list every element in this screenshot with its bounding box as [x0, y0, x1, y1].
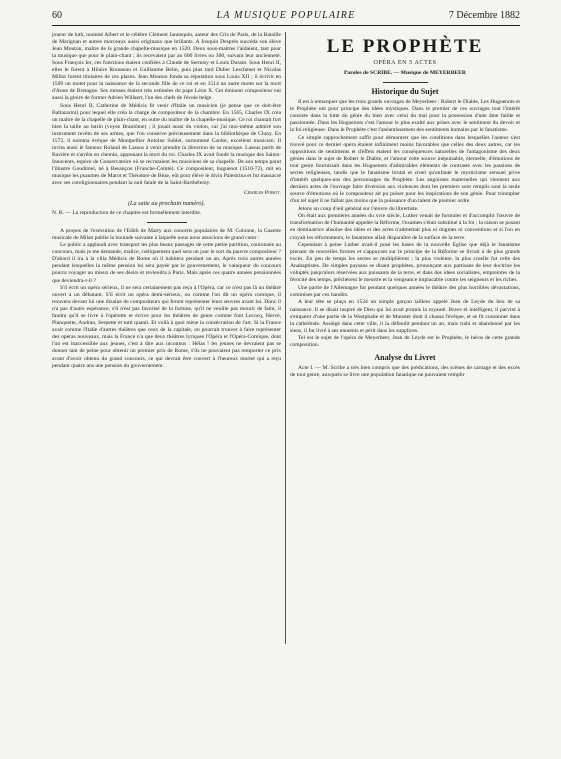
right-column [290, 32, 520, 380]
paragraph: Une partie de l'Allemagne fut pendant quelques années le théâtre des plus horribles dévastations, commises par ces bandits. [290, 284, 520, 298]
issue-date: 7 Décembre 1882 [448, 10, 520, 21]
paragraph: Tel est le sujet de l'opéra de Meyerbeer, Jean de Leyde est le Prophète, le héros de cette grande composition. [290, 335, 520, 349]
act-text: — M. Scribe a très bien compris que des prédications, des scènes de carnage et des excès de tout genre, auxquels se livre une population fanatique ne pouvaient remplir [290, 365, 520, 379]
column-divider [285, 32, 286, 644]
paragraph: Le public a applaudi avec transport les plus beaux passages de cette petite partition, couronnée au concours, mais je me demande, malice, cœliquement quel sera un jour le sort du pauvre compositeur ? D'abord il ira à la villa Médicis de Rome où il habitera pendant un an. Après trois autres années pendant lesquelles la même pension lui sera payée par le gouvernement, le vainqueur du concours pourra voyager au mieux de ses désirs et reviendra à Paris. Mais après ces quatre années pensionnées que deviendra-t-il ? [52, 242, 281, 284]
title-rule [383, 82, 428, 83]
author-signature: Charles Poisot. [244, 189, 281, 196]
paragraph: Ce simple rapprochement suffit pour démontrer que les conditions dans lesquelles l'auteur s'est trouvé pour ce dernier opéra étaient infiniment moins favorables que celles des deux autres, car les oppositions de sentiments et d'effets étaient les conséquences naturelles de l'antagonisme des deux génies dans le sujet de Robert le Diable, et l'amour cette source inépuisable, éternelle, d'émotions de tout genre fournissait dans les Huguenots d'admirables éléments de contraste avec les passions de sectes religieuses, tandis que le fanatisme brutal et cruel qu'enfante le mysticisme sensuel prive d'intérêt quelques-uns des personnages du Prophète. Les angoisses maternelles qui viennent aux derniers actes de l'ouvrage faire diversion aux violences dont les premiers sont remplis sont la seule source d'émotions où le compositeur ait pu puiser pour les inspirations de son génie. Pour triompher d'un tel sujet il ne fallait pas moins que la puissance d'un talent de premier ordre. [290, 134, 520, 205]
act-paragraph [290, 365, 520, 379]
act-label: Acte I. [298, 365, 314, 372]
paragraph: Jetons un coup d'œil général sur l'œuvre du librettiste. [298, 205, 419, 212]
continuation-note: (La suite au prochain numéro). [127, 199, 206, 207]
paragraph: On était aux premières années du xvie siècle, Luther venait de formuler et d'accomplir l'œuvre de transformation de l'humanité appelée la Réforme, l'examen s'était substitué à la foi ; la raison se posant en dominatrice absolue des idées et des actes n'admettait plus ni dogmes ni conventions et si l'on en croyait les réformateurs, le fanatisme allait disparaître de la surface de la terre. [290, 213, 520, 241]
section-heading-history: Historique du Sujet [371, 87, 439, 97]
paragraph: A leur tête se plaça en 1534 un simple garçon tailleur appelé Jean de Leyde du lieu de sa naissance. Il se disait inspiré de Dieu qui lui avait promis la royauté. Brave et intelligent, il parvint à s'emparer d'une partie de la Westphalie et de Munster dont il chassa l'évêque, et se fit couronner dans la cathédrale. Assiégé dans cette ville, il la défendit pendant un an, mais trahi et abandonné par les siens, il fut livré à ses ennemis et périt dans les supplices. [290, 299, 520, 334]
journal-title: LA MUSIQUE POPULAIRE [216, 10, 356, 21]
paragraph: Cependant à peine Luther avait-il posé les bases de la nouvelle Eglise que déjà le fanatisme prenant de nouvelles formes et s'appuyant sur le principe de la Réforme se livrait à de plus grands excès. En peu de temps les sectes se multiplièrent ; la plus violente, la plus cruelle fut celle des Anabaptistes. De simples paysans se disant prophètes, prononçant aux partisans de leur doctrine les voluptés jusqu'alors réservées aux puissants de la terre, et dans des idées socialistes, empreintes de la férocité des temps, prêchèrent le meurtre et la vengeance implacable contre les seigneurs et les riches. [290, 242, 520, 284]
section-heading-analysis: Analyse du Livret [374, 353, 436, 363]
paragraph: Il est à remarquer que les trois grands ouvrages de Meyerbeer : Robert le Diable, Les Huguenots et le Prophète ont pour principe des idées mystiques. Dans le premier de ces ouvrages tout l'intérêt consiste dans la lutte du génie du bien avec celui du mal pour la possession d'une âme faible et passionnée. Dans les Huguenots c'est l'amour le plus exalté aux prises avec le sentiment du devoir et la foi religieuse. Dans le Prophète c'est l'anéantissement des sentiments humains par le fanatisme. [290, 99, 520, 134]
paragraph: joueur de luth, nommé Albert et le célèbre Clément Jannequin, auteur des Cris de Paris, de la Bataille de Marignan et autres morceaux aussi originaux que brillants. A Josquin Desprès succéda son élève Jean Mouton, maître de la grande chapelle-musique en 1520. Deux sous-maîtres l'aidaient, tant pour la musique que pour le plain-chant ; ils recevaient par an 600 livres ou 300, suivant leur ancienneté. Sous François Ier, ces fonctions étaient confiées à Claude de Sermisy et Louis Durant. Sous Henri II, elles le furent à Hilaire Rousseau et Guillaume Belin, puis plus tard Didier Leschenet et Nicolas Millot furent titulaires de ces places. Jean Mouton fonda sa réputation sous Louis XII ; il écrivit en 1509 un motet pour la naissance de la seconde fille de ce roi et en 1514 un autre motet sur la mort d'Anne de Bretagne. Ses messes étaient très estimées du pape Léon X. Cet éminent compositeur eut aussi la gloire de former Adrien Willaert, l'un des chefs de l'école belge. [52, 32, 281, 102]
article-subtitle: OPÉRA EN 5 ACTES [373, 60, 437, 66]
paragraph: S'il écrit un opéra sérieux, il ne sera certainement pas reçu à l'Opéra, car ce n'est pas là un théâtre ouvert à un débutant. S'il écrit un opéra demi-sérieux, ou comme l'on dit un opéra comique, il trouvera devant lui une dizaine de compositeurs qui feront représenter leurs œuvres avant lui. Donc il n'a pas d'autre espérance, s'il n'est pas favorisé de la fortune, qu'il ne veuille pas mourir de faim, il faudra qu'il se livre à l'opérette et écrive pour les théâtres de genre comme font Lecocq, Hervé, Planquette, Audran, Serpette et tutti quanti. Et voilà à quoi mène la consécration de l'art. Si la France avait comme l'Italie d'autres théâtres que ceux de la capitale, on pourrait trouver à faire représenter des opéras nouveaux, mais la France n'a que deux théâtres lyriques l'Opéra et l'Opéra-Comique, dont l'un est inaccessible aux jeunes, c'est à dire aux inconnus : Hélas ! les jeunes ne devraient pas se donner tant de peine pour obtenir un premier prix de Rome, s'ils ne pouvaient pas remporter ce prix avant d'avoir obtenu du grand concours, ce qui devrait être couvert à l'heureux mortel qui a reçu pendant quatre ans une pension du gouvernement. [52, 285, 281, 369]
section-separator [147, 222, 187, 223]
paragraph: A propos de l'exécution de l'Edith de Marty aux concerts populaires de M. Colonne, la Gazette musicale de Milan publie la boutade suivante à laquelle nous nous associons de grand cœur : [52, 227, 281, 241]
header-rule [52, 25, 520, 26]
paragraph: Sous Henri II, Catherine de Médicis fit venir d'Italie un musicien (je pense que ce doit-être Baltazarini) pour lequel elle créa la charge de compositeur de la chambre. En 1565, Charles IX créa un maître de la chapelle de plain-chant, en outre du maître de la chapelle-musique. Ce roi chantait fort bien la taille au lutrin (voyez Brantôme) ; il jouait aussi du violon, car j'ai moi-même admiré son instrument revêtu de ses armes, que l'on conserve précieusement dans la bibliothèque de Cluny. En 1572, il nomma évêque de Montpellier Antoine Sublet, surnommé Cardot, excellent musicien. Il invita aussi le fameux Roland de Lassus à venir prendre la direction de sa musique. Lassus partit de Bavière et s'arrêta en chemin, apprenant la mort du roi. Charles IX avait fondé la musique des Saints-Innocents, espèce de Conservatoire où se recrutaient les musiciens de sa chapelle. De son temps parut l'illustre Goudimel, né à Besançon (Franche-Comté). Ce compositeur, huguenot (1510-72), mit en musique les psaumes de Marot et Théodore de Bèze, eût pour élève le divin Palestrina et fut massacré avec ses coreligionnaires pendant la nuit fatale de la Saint-Barthélemy. [52, 102, 281, 187]
page-header [52, 10, 520, 24]
reproduction-note: N. B. — La reproduction de ce chapitre est formellement interdite. [52, 209, 202, 216]
article-credit: Paroles de SCRIBE. — Musique de MEYERBEER [344, 70, 466, 77]
left-column [52, 32, 281, 370]
article-title: LE PROPHÈTE [326, 36, 484, 57]
page-number: 60 [52, 10, 62, 21]
